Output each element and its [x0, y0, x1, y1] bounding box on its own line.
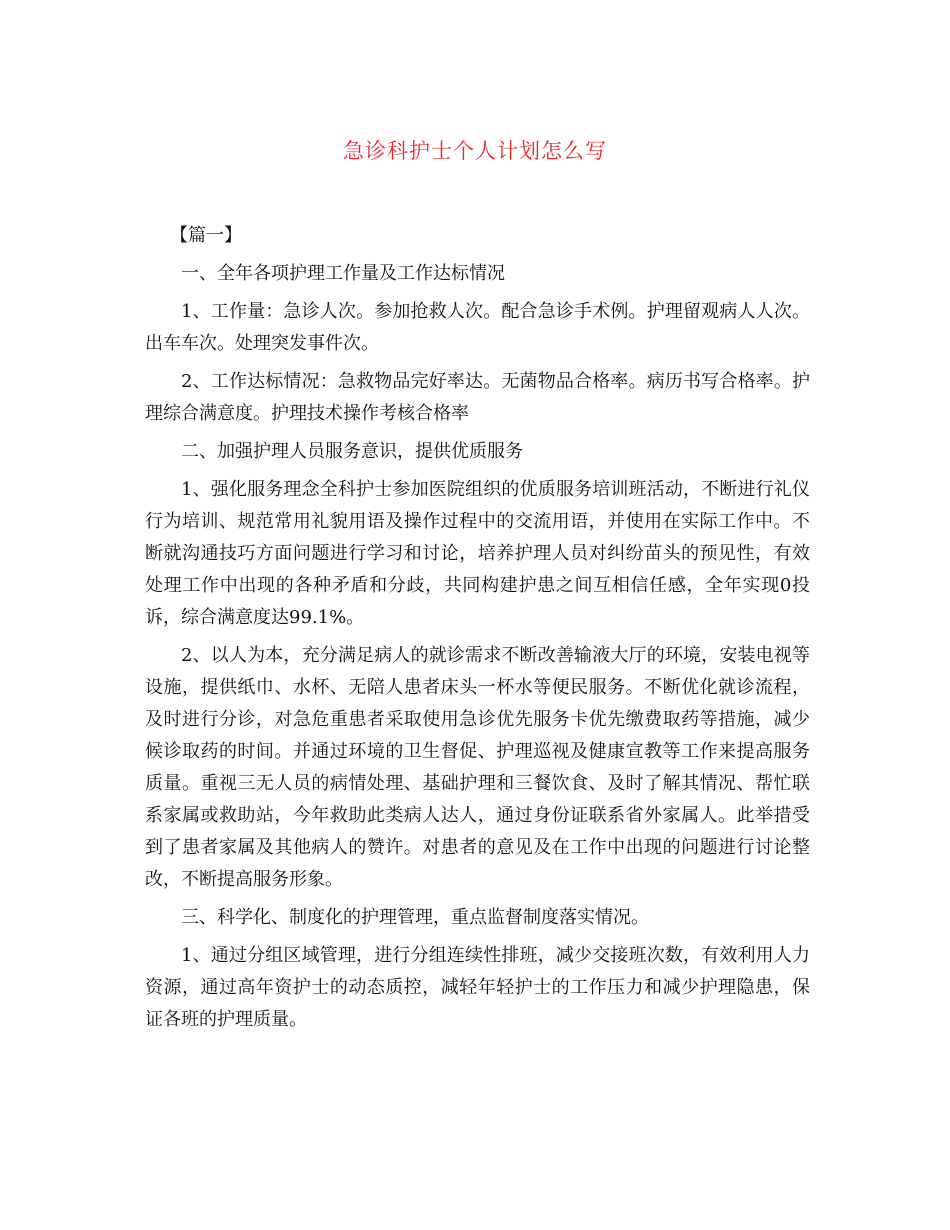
- paragraph: 2、工作达标情况：急救物品完好率达。无菌物品合格率。病历书写合格率。护理综合满意度。护理技术操作考核合格率: [145, 371, 810, 424]
- section-heading: 三、科学化、制度化的护理管理，重点监督制度落实情况。: [181, 907, 649, 928]
- section-heading: 二、加强护理人员服务意识，提供优质服务: [181, 441, 523, 462]
- paragraph: 2、以人为本，充分满足病人的就诊需求不断改善输液大厅的环境，安装电视等设施，提供纸巾、水杯、无陪人患者床头一杯水等便民服务。不断优化就诊流程，及时进行分诊，对急危重患者采取使用急诊优先服务卡优先缴费取药等措施，减少候诊取药的时间。并通过环境的卫生督促、护理巡视及健康宣教等工作来提高服务质量。重视三无人员的病情处理、基础护理和三餐饮食、及时了解其情况、帮忙联系家属或救助站，今年救助此类病人达人，通过身份证联系省外家属人。此举措受到了患者家属及其他病人的赞许。对患者的意见及在工作中出现的问题进行讨论整改，不断提高服务形象。: [145, 645, 810, 890]
- section-marker: 【篇一】: [170, 225, 242, 246]
- document-body: [145, 220, 810, 1042]
- paragraph: 1、通过分组区域管理，进行分组连续性排班，减少交接班次数，有效利用人力资源，通过高年资护士的动态质控，减轻年轻护士的工作压力和减少护理隐患，保证各班的护理质量。: [145, 945, 810, 1030]
- paragraph: 1、工作量：急诊人次。参加抢救人次。配合急诊手术例。护理留观病人人次。出车车次。处理突发事件次。: [145, 301, 810, 354]
- section-heading: 一、全年各项护理工作量及工作达标情况: [181, 263, 505, 284]
- document-title: 急诊科护士个人计划怎么写: [343, 139, 607, 163]
- paragraph: 1、强化服务理念全科护士参加医院组织的优质服务培训班活动，不断进行礼仪行为培训、规范常用礼貌用语及操作过程中的交流用语，并使用在实际工作中。不断就沟通技巧方面问题进行学习和讨论，培养护理人员对纠纷苗头的预见性，有效处理工作中出现的各种矛盾和分歧，共同构建护患之间互相信任感，全年实现0投诉，综合满意度达99.1%。: [145, 479, 810, 628]
